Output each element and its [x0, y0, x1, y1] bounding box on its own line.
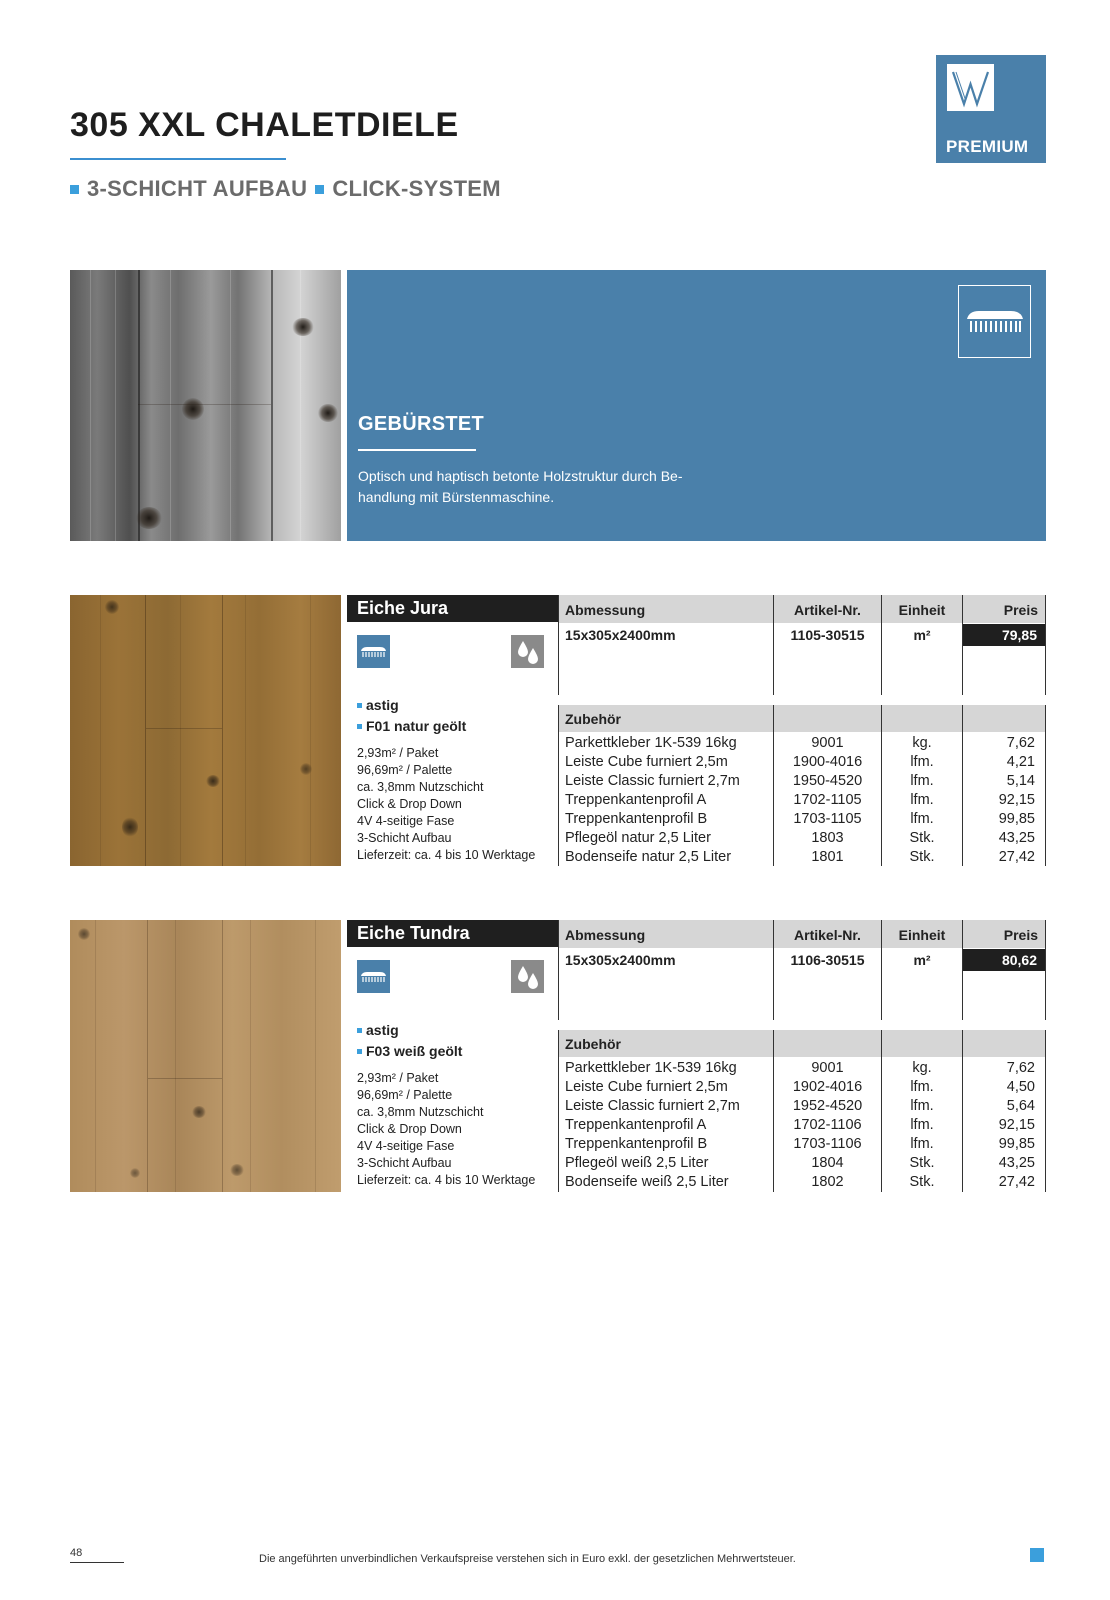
badge-label: PREMIUM: [946, 137, 1029, 156]
header-unit: Einheit: [882, 595, 962, 623]
accessory-prices: 7,62 4,21 5,14 92,15 99,85 43,25 27,42: [998, 735, 1035, 865]
brand-logo-icon: [947, 64, 994, 111]
accessory-prices: 7,62 4,50 5,64 92,15 99,85 43,25 27,42: [998, 1060, 1035, 1190]
product-tag: astig: [357, 1020, 535, 1041]
footer-square-icon: [1030, 1548, 1044, 1562]
header-accessories: Zubehör: [558, 705, 773, 732]
header-dimension: Abmessung: [558, 595, 773, 623]
bullet-square-icon: [357, 1028, 362, 1033]
finish-title: GEBÜRSTET: [358, 413, 485, 435]
spec-line: Lieferzeit: ca. 4 bis 10 Werktage: [357, 848, 536, 862]
accessory-articles: 9001 1900-4016 1950-4520 1702-1105 1703-1105 1803 1801: [792, 735, 863, 865]
spec-line: Click & Drop Down: [357, 797, 462, 811]
brush-icon: [357, 960, 390, 993]
spec-line: Click & Drop Down: [357, 1122, 462, 1136]
product-image-eiche-tundra: [70, 920, 341, 1192]
title-underline: [70, 158, 286, 160]
spec-line: 4V 4-seitige Fase: [357, 1139, 455, 1153]
finish-title-underline: [358, 449, 476, 451]
product-name: Eiche Jura: [347, 595, 558, 622]
bullet-square-icon: [357, 703, 362, 708]
header-dimension: Abmessung: [558, 920, 773, 948]
brushed-wood-sample-image: [70, 270, 341, 541]
main-article: 1106-30515: [790, 952, 865, 968]
page-number-underline: [70, 1562, 124, 1563]
bullet-square-icon: [70, 185, 79, 194]
header-article: Artikel-Nr.: [774, 595, 881, 623]
product-image-eiche-jura: [70, 595, 341, 866]
header-article: Artikel-Nr.: [774, 920, 881, 948]
product-tag: F03 weiß geölt: [357, 1041, 535, 1062]
spec-line: 2,93m² / Paket: [357, 746, 439, 760]
accessory-names: Parkettkleber 1K-539 16kg Leiste Cube furniert 2,5m Leiste Classic furniert 2,7m Treppenkantenprofil A Treppenkantenprofil B Pflegeöl natur 2,5 Liter Bodenseife natur 2,5 Liter: [565, 735, 740, 865]
accessory-names: Parkettkleber 1K-539 16kg Leiste Cube furniert 2,5m Leiste Classic furniert 2,7m Treppenkantenprofil A Treppenkantenprofil B Pflegeöl weiß 2,5 Liter Bodenseife weiß 2,5 Liter: [565, 1060, 740, 1190]
main-article: 1105-30515: [790, 627, 865, 643]
product-specs: [357, 1020, 535, 1189]
bullet-square-icon: [357, 724, 362, 729]
page-title: 305 XXL CHALETDIELE: [70, 106, 459, 144]
header-price: Preis: [963, 595, 1046, 623]
accessory-units: kg. lfm. lfm. lfm. lfm. Stk. Stk.: [909, 1060, 935, 1190]
main-unit: m²: [913, 627, 931, 643]
finish-description: Optisch und haptisch betonte Holzstruktur durch Be- handlung mit Bürstenmaschine.: [358, 468, 683, 505]
accessory-units: kg. lfm. lfm. lfm. lfm. Stk. Stk.: [909, 735, 935, 865]
premium-badge: [936, 55, 1046, 163]
header-unit: Einheit: [882, 920, 962, 948]
oil-drops-icon: [511, 635, 544, 668]
footer-note: Die angeführten unverbindlichen Verkaufspreise verstehen sich in Euro exkl. der gesetzlichen Mehrwertsteuer.: [259, 1553, 796, 1565]
main-dimension: 15x305x2400mm: [565, 952, 676, 968]
main-unit: m²: [913, 952, 931, 968]
spec-line: ca. 3,8mm Nutzschicht: [357, 780, 484, 794]
bullet-square-icon: [357, 1049, 362, 1054]
header-price: Preis: [963, 920, 1046, 948]
product-tag: astig: [357, 695, 535, 716]
bullet-square-icon: [315, 185, 324, 194]
header-accessories: Zubehör: [558, 1030, 773, 1057]
brush-icon: [958, 285, 1031, 358]
spec-line: 96,69m² / Palette: [357, 1088, 453, 1102]
brush-icon: [357, 635, 390, 668]
feature-item: 3-SCHICHT AUFBAU: [70, 176, 307, 202]
oil-drops-icon: [511, 960, 544, 993]
accessory-articles: 9001 1902-4016 1952-4520 1702-1106 1703-1106 1804 1802: [792, 1060, 863, 1190]
product-tag: F01 natur geölt: [357, 716, 535, 737]
finish-info-panel: [347, 270, 1046, 541]
page-number: 48: [70, 1547, 83, 1559]
spec-line: 96,69m² / Palette: [357, 763, 453, 777]
spec-line: 3-Schicht Aufbau: [357, 1156, 452, 1170]
spec-line: 2,93m² / Paket: [357, 1071, 439, 1085]
main-price: 80,62: [963, 949, 1045, 971]
spec-line: 4V 4-seitige Fase: [357, 814, 455, 828]
spec-line: ca. 3,8mm Nutzschicht: [357, 1105, 484, 1119]
feature-item: CLICK-SYSTEM: [315, 176, 501, 202]
main-price: 79,85: [963, 624, 1045, 646]
main-dimension: 15x305x2400mm: [565, 627, 676, 643]
product-name: Eiche Tundra: [347, 920, 558, 947]
feature-list: [70, 176, 501, 202]
product-specs: [357, 695, 535, 864]
spec-line: 3-Schicht Aufbau: [357, 831, 452, 845]
spec-line: Lieferzeit: ca. 4 bis 10 Werktage: [357, 1173, 536, 1187]
